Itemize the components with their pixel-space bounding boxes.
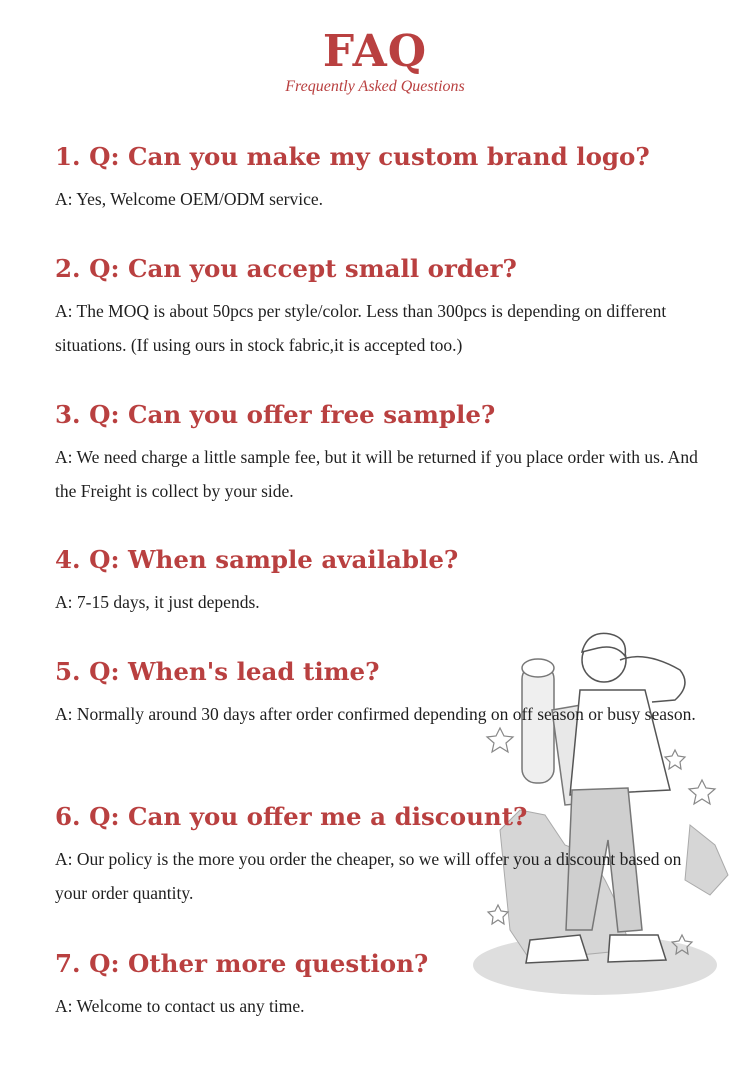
page-subtitle: Frequently Asked Questions [285,78,465,95]
faq-question: 2. Q: Can you accept small order? [55,254,517,283]
faq-question: 1. Q: Can you make my custom brand logo? [55,142,650,171]
faq-question: 6. Q: Can you offer me a discount? [55,802,528,831]
faq-item [55,543,705,619]
page-title: FAQ [322,26,428,77]
faq-question: 4. Q: When sample available? [55,545,459,574]
faq-item [55,140,705,216]
faq-item [55,252,705,362]
faq-question: 5. Q: When's lead time? [55,657,380,686]
faq-item [55,398,705,508]
star-icon [665,750,685,769]
faq-item [55,947,705,1023]
faq-answer: A: Our policy is the more you order the cheaper, so we will offer you a discount based on your order quantity. [55,849,682,903]
faq-answer: A: Yes, Welcome OEM/ODM service. [55,189,324,209]
star-icon [487,728,513,752]
faq-answer: A: 7-15 days, it just depends. [55,592,260,612]
faq-answer: A: The MOQ is about 50pcs per style/color. Less than 300pcs is depending on different situations. (If using ours in stock fabric,it is accepted too.) [55,301,667,355]
faq-question: 7. Q: Other more question? [55,949,429,978]
faq-answer: A: We need charge a little sample fee, but it will be returned if you place order with us. And the Freight is collect by your side. [55,447,698,501]
faq-item [55,655,705,731]
faq-item [55,800,705,910]
faq-question: 3. Q: Can you offer free sample? [55,400,496,429]
faq-answer: A: Welcome to contact us any time. [55,996,305,1016]
faq-header [0,22,750,96]
faq-answer: A: Normally around 30 days after order confirmed depending on off season or busy season. [55,704,696,724]
